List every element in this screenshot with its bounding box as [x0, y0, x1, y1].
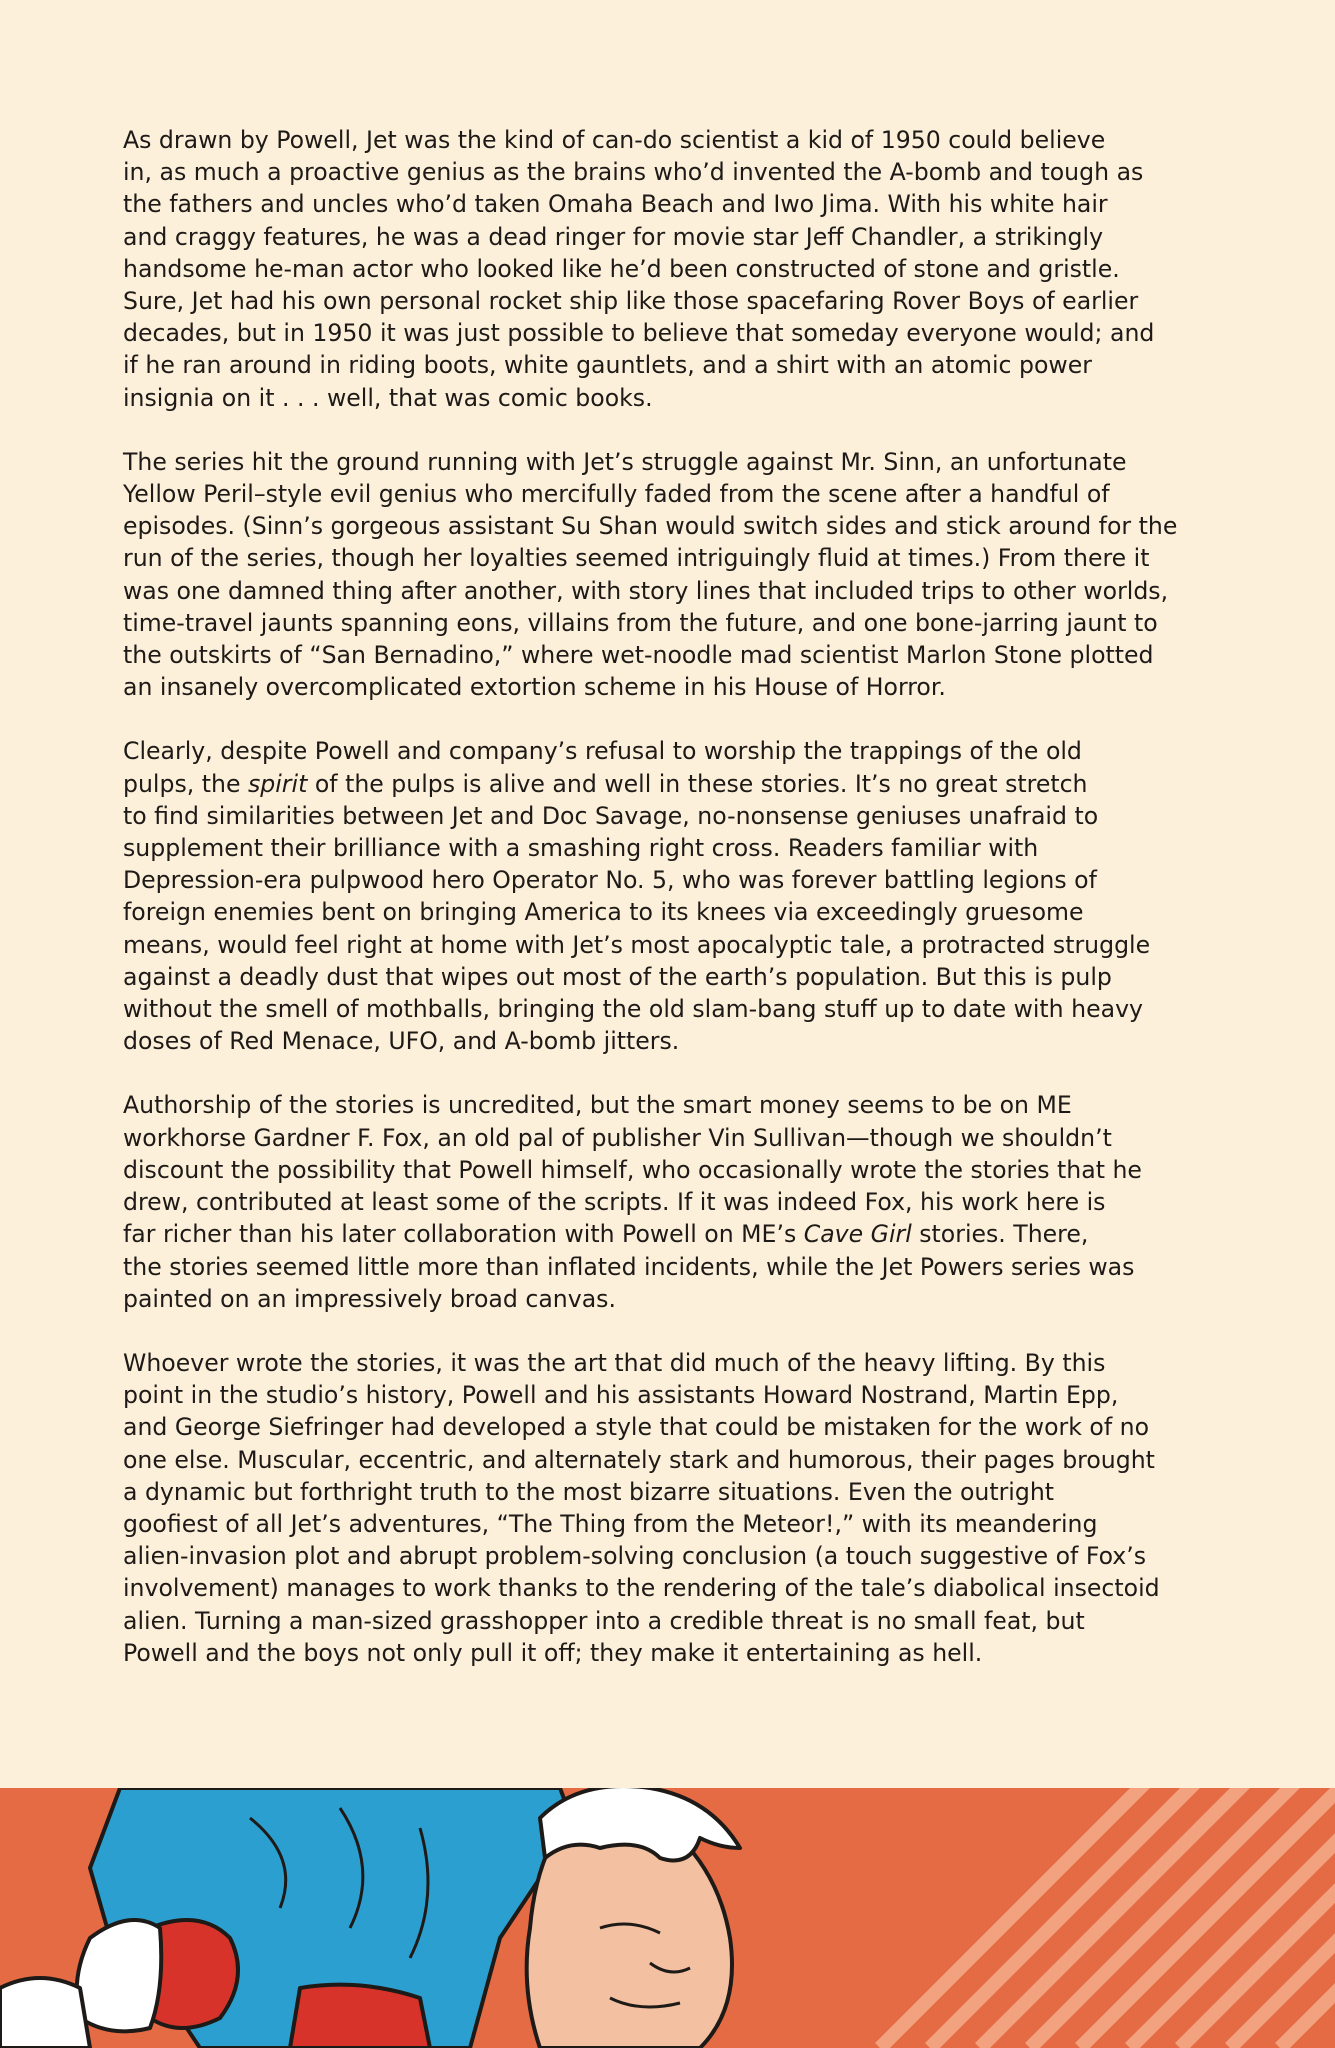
text-line: an insanely overcomplicated extortion scheme in his House of Horror.	[123, 673, 946, 702]
text-line: goofiest of all Jet’s adventures, “The Thing from the Meteor!,” with its meandering	[123, 1509, 1098, 1538]
text-line: pulps, the spirit of the pulps is alive and well in these stories. It’s no great stretch	[123, 769, 1088, 798]
text-line: if he ran around in riding boots, white gauntlets, and a shirt with an atomic power	[123, 351, 1092, 380]
text-line: and craggy features, he was a dead ringer for movie star Jeff Chandler, a strikingly	[123, 222, 1104, 251]
text-line: painted on an impressively broad canvas.	[123, 1284, 616, 1313]
text-line: insignia on it . . . well, that was comic books.	[123, 383, 653, 412]
text-line: time-travel jaunts spanning eons, villains from the future, and one bone-jarring jaunt to	[123, 608, 1158, 637]
text-line: means, would feel right at home with Jet’s most apocalyptic tale, a protracted struggle	[123, 930, 1151, 959]
paragraph	[123, 1347, 1233, 1669]
text-line: run of the series, though her loyalties seemed intriguingly fluid at times.) From there it	[123, 544, 1150, 573]
text-line: in, as much a proactive genius as the brains who’d invented the A-bomb and tough as	[123, 158, 1144, 187]
text-line: Clearly, despite Powell and company’s refusal to worship the trappings of the old	[123, 737, 1082, 766]
paragraph	[123, 124, 1233, 414]
italic-title: Cave Girl	[803, 1220, 912, 1249]
text-line: workhorse Gardner F. Fox, an old pal of publisher Vin Sullivan—though we shouldn’t	[123, 1123, 1112, 1152]
text-line: Yellow Peril–style evil genius who mercifully faded from the scene after a handful of	[123, 480, 1110, 509]
text-line: Authorship of the stories is uncredited, but the smart money seems to be on ME	[123, 1091, 1072, 1120]
hero-figure	[0, 1788, 740, 2048]
text-line: to find similarities between Jet and Doc Savage, no-nonsense geniuses unafraid to	[123, 801, 1099, 830]
text-line: alien-invasion plot and abrupt problem-solving conclusion (a touch suggestive of Fox’s	[123, 1542, 1147, 1571]
text-line: As drawn by Powell, Jet was the kind of can-do scientist a kid of 1950 could believe	[123, 126, 1106, 154]
text-line: Powell and the boys not only pull it off; they make it entertaining as hell.	[123, 1638, 983, 1667]
text-line: Depression-era pulpwood hero Operator No. 5, who was forever battling legions of	[123, 866, 1097, 895]
comic-illustration	[0, 1788, 1335, 2048]
text-line: was one damned thing after another, with story lines that included trips to other worlds,	[123, 576, 1169, 605]
article-body	[123, 124, 1233, 1701]
text-line: handsome he-man actor who looked like he’d been constructed of stone and gristle.	[123, 254, 1120, 283]
text-line: decades, but in 1950 it was just possible to believe that someday everyone would; and	[123, 319, 1155, 348]
text-line: alien. Turning a man-sized grasshopper into a credible threat is no small feat, but	[123, 1606, 1085, 1635]
white-arm-left	[0, 1978, 90, 2048]
text-line: drew, contributed at least some of the scripts. If it was indeed Fox, his work here is	[123, 1188, 1106, 1217]
text-line: without the smell of mothballs, bringing the old slam-bang stuff up to date with heavy	[123, 995, 1143, 1024]
text-line: foreign enemies bent on bringing America to its knees via exceedingly gruesome	[123, 898, 1084, 927]
paragraph	[123, 1089, 1233, 1314]
text-line: doses of Red Menace, UFO, and A-bomb jitters.	[123, 1027, 680, 1056]
text-line: Whoever wrote the stories, it was the art that did much of the heavy lifting. By this	[123, 1348, 1106, 1377]
text-line: supplement their brilliance with a smashing right cross. Readers familiar with	[123, 834, 1039, 863]
italic-title: spirit	[247, 769, 308, 798]
paragraph	[123, 735, 1233, 1057]
text-line: against a deadly dust that wipes out most of the earth’s population. But this is pulp	[123, 962, 1112, 991]
text-line: involvement) manages to work thanks to the rendering of the tale’s diabolical insectoid	[123, 1574, 1160, 1603]
text-line: the stories seemed little more than inflated incidents, while the Jet Powers series was	[123, 1252, 1135, 1281]
paragraph	[123, 446, 1233, 704]
text-line: point in the studio’s history, Powell and his assistants Howard Nostrand, Martin Epp,	[123, 1381, 1119, 1410]
text-line: discount the possibility that Powell himself, who occasionally wrote the stories that he	[123, 1155, 1142, 1184]
text-line: far richer than his later collaboration with Powell on ME’s Cave Girl stories. There,	[123, 1220, 1089, 1249]
text-line: The series hit the ground running with Jet’s struggle against Mr. Sinn, an unfortunate	[123, 447, 1127, 476]
text-line: a dynamic but forthright truth to the most bizarre situations. Even the outright	[123, 1477, 1055, 1506]
text-line: episodes. (Sinn’s gorgeous assistant Su Shan would switch sides and stick around for the	[123, 512, 1178, 541]
text-line: and George Siefringer had developed a style that could be mistaken for the work of no	[123, 1413, 1150, 1442]
text-line: the fathers and uncles who’d taken Omaha Beach and Iwo Jima. With his white hair	[123, 190, 1108, 219]
text-line: the outskirts of “San Bernadino,” where wet-noodle mad scientist Marlon Stone plotted	[123, 641, 1154, 670]
jet-powers-illustration	[0, 1788, 1335, 2048]
text-line: one else. Muscular, eccentric, and alternately stark and humorous, their pages brought	[123, 1445, 1155, 1474]
red-insignia	[290, 1985, 430, 2048]
white-gauntlet	[77, 1920, 162, 2031]
text-line: Sure, Jet had his own personal rocket ship like those spacefaring Rover Boys of earlier	[123, 287, 1139, 316]
